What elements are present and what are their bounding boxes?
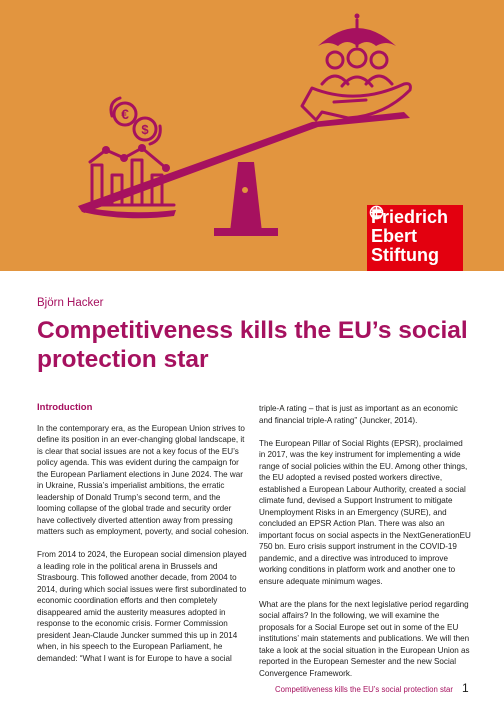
paragraph: What are the plans for the next legislative period regarding social affairs? In the following, we will examine the proposals for a Social Europe set out in some of the EU institutions’ main statements and publications. We will then take a look at the social situation in the European Union as reported in the European Semester and the new Social Convergence Framework. [259,599,470,678]
paragraph: triple-A rating – that is just as important as an economic and financial triple-A rating” (Juncker, 2014). [259,404,458,425]
euro-coin-icon [114,103,136,125]
logo-line-2: Ebert [371,226,418,246]
people-icon [322,49,392,86]
logo-line-3: Stiftung [371,245,439,265]
paragraph: The European Pillar of Social Rights (EPSR), proclaimed in 2017, was the key instrument for implementing a wide range of social policies within the EU. Among other things, the EU adopted a revised posted workers directive, established a European Labour Authority, created a social climate fund, devised a Support Instrument to mitigate Unemployment Risks in an Emergency (SURE), and concluded an EPSR Action Plan. There was also an important focus on social aspects in the NextGenerationEU 750 bn. Euro crisis support instrument in the COVID-19 pandemic, and a directive was introduced to improve working conditions in platform work and another one to ensure adequate minimum wages. [259,438,471,586]
fes-logo [367,205,463,271]
section-heading: Introduction [37,402,93,413]
dollar-coin-icon [134,118,156,140]
running-footer-title: Competitiveness kills the EU’s social protection star [275,685,453,694]
document-title: Competitiveness kills the EU’s social protection star [37,317,468,373]
page-number: 1 [462,681,469,695]
paragraph: In the contemporary era, as the European Union strives to define its position in an ever-changing global landscape, it is clear that social issues are not a key focus of the EU’s policy agenda. This was evident during the campaign for the European Parliament elections in June 2024. The war in Ukraine, Russia’s imperialist ambitions, the erratic leadership of Donald Trump’s second term, and the looming collapse of the global trade and security order have collectively diverted attention away from pressing matters such as employment, poverty, and social cohesion. [37,423,249,536]
author-name: Björn Hacker [37,297,104,309]
svg-text:$: $ [141,122,149,137]
body-column-right [259,403,471,691]
cover-illustration [0,0,504,271]
paragraph: From 2014 to 2024, the European social dimension played a leading role in the political arena in Brussels and Strasbourg. This followed another decade, from 2004 to 2014, during which social issues were first subordinated to economic coordination efforts and then completely disappeared amid the austerity measures adopted in response to the economic crisis. Former Commission president Jean-Claude Juncker summed this up in 2014 when, in his speech to the European Parliament, he demanded: “What I want is for Europe to have a social [37,550,247,663]
umbrella-icon [318,14,396,47]
logo-line-1: Friedrich [371,207,449,227]
svg-text:€: € [121,106,129,122]
body-column-left [37,402,249,676]
globe-icon [369,205,384,220]
